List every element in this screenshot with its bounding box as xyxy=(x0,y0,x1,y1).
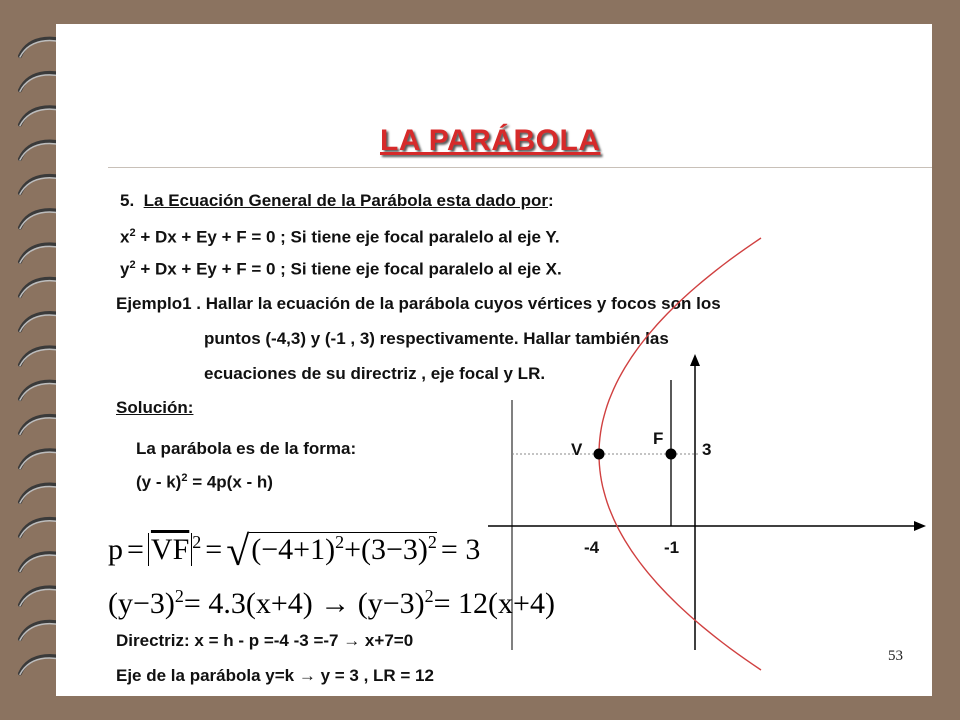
page-title: LA PARÁBOLA xyxy=(380,124,601,157)
eq-lhs: (y−3) xyxy=(108,587,175,620)
section-heading xyxy=(120,191,554,211)
eq-mid: = 4.3(x+4) → xyxy=(183,587,358,620)
root-term-1: (−4+1) xyxy=(251,533,336,566)
root-exp-2: 2 xyxy=(427,532,437,552)
sqrt-expression xyxy=(226,522,437,575)
parabola-equation xyxy=(108,586,555,621)
p-equals: = xyxy=(127,533,144,566)
axis-line: Eje de la parábola y=k → y = 3 , LR = 12 xyxy=(116,666,434,685)
root-exp-1: 2 xyxy=(335,532,345,552)
section-heading-text: La Ecuación General de la Parábola esta dado por xyxy=(143,191,548,210)
eq-lhs2: (y−3) xyxy=(357,587,425,620)
eq-rhs: = 12(x+4) xyxy=(433,587,555,620)
x-tick-focus-label: -1 xyxy=(664,538,680,557)
vertex-label: V xyxy=(571,440,583,459)
page-number: 53 xyxy=(888,648,903,664)
form-eq-rhs: = 4p(x - h) xyxy=(187,472,273,492)
p-symbol: p xyxy=(108,533,123,566)
general-equation-x-axis xyxy=(120,259,562,280)
title-divider xyxy=(108,167,932,168)
sqrt-sign: √ xyxy=(226,529,250,575)
eq-lhs-exp: 2 xyxy=(174,586,184,606)
example-line-1: Ejemplo1 . Hallar la ecuación de la parábola cuyos vértices y focos son los xyxy=(116,294,721,313)
y-tick-label: 3 xyxy=(702,440,712,459)
solution-label: Solución: xyxy=(116,398,194,417)
example-line-3: ecuaciones de su directriz , eje focal y LR. xyxy=(204,364,546,383)
general-equation-y-axis xyxy=(120,227,560,248)
eq-y-var: x xyxy=(120,227,130,247)
eq-y-rest: + Dx + Ey + F = 0 ; Si tiene eje focal paralelo al eje Y. xyxy=(135,227,560,247)
form-eq-exp: 2 xyxy=(181,472,188,484)
example-line-2: puntos (-4,3) y (-1 , 3) respectivamente. Hallar también las xyxy=(204,329,669,348)
form-label: La parábola es de la forma: xyxy=(136,439,357,458)
eq-x-exp: 2 xyxy=(129,259,136,271)
section-number: 5. xyxy=(120,191,135,210)
form-equation xyxy=(136,472,273,493)
root-plus: + xyxy=(344,533,362,566)
eq-y-exp: 2 xyxy=(129,227,136,239)
x-tick-vertex-label: -4 xyxy=(584,538,600,557)
eq-lhs2-exp: 2 xyxy=(424,586,434,606)
directrix-line: Directriz: x = h - p =-4 -3 =-7 → x+7=0 xyxy=(116,631,414,650)
root-term-2: (3−3) xyxy=(361,533,428,566)
section-colon: : xyxy=(548,191,554,210)
vf-symbol: $\overline{VF}$ xyxy=(150,533,190,566)
form-eq-lhs: (y - k) xyxy=(136,472,182,492)
eq-x-rest: + Dx + Ey + F = 0 ; Si tiene eje focal paralelo al eje X. xyxy=(135,259,562,279)
vf-abs xyxy=(148,533,192,566)
vf-exp: 2 xyxy=(192,532,202,552)
eq-x-var: y xyxy=(120,259,130,279)
p-equation: $p = \overline{VF}$ $^2 =√(-4+1)^2+(3-3)^2 = 3$ xyxy=(108,522,480,570)
sqrt-body xyxy=(249,532,437,566)
focus-label: F xyxy=(653,429,664,448)
p-result: = 3 xyxy=(440,533,481,566)
